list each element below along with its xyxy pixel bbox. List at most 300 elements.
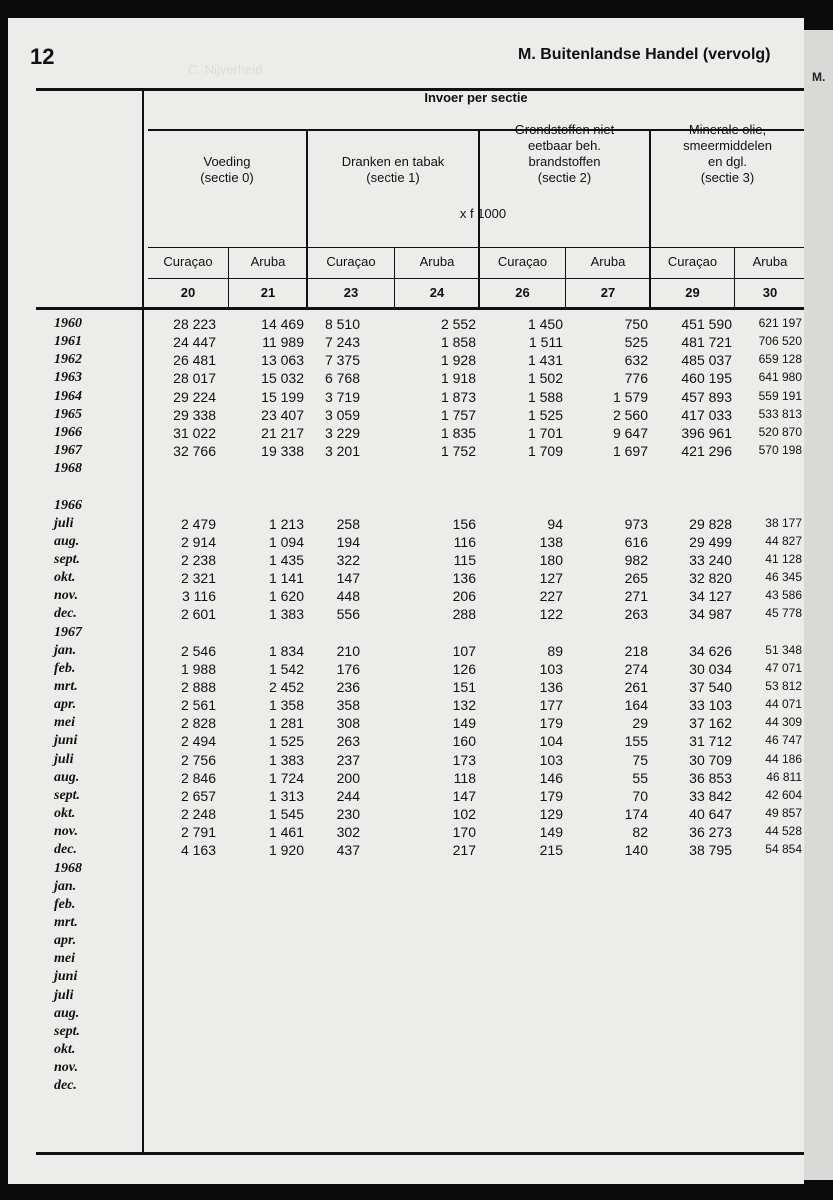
table-cell: 520 870 — [758, 424, 802, 439]
table-cell: 41 128 — [765, 551, 802, 566]
table-cell: 559 191 — [758, 388, 802, 403]
table-row — [8, 988, 804, 1006]
table-row — [8, 1006, 804, 1024]
row-label: aug. — [54, 1005, 80, 1021]
table-cell: 217 — [452, 842, 476, 859]
table-cell: 177 — [539, 697, 563, 714]
table-row — [8, 842, 804, 860]
table-cell: 1 620 — [268, 588, 304, 605]
table-row — [8, 389, 804, 407]
header-main: Invoer per sectie — [424, 90, 528, 105]
row-label: juni — [54, 733, 78, 749]
row-label: jan. — [54, 878, 77, 894]
table-cell: 2 248 — [180, 806, 216, 823]
table-cell: 44 186 — [765, 751, 802, 766]
row-label: sept. — [54, 787, 81, 803]
table-cell: 218 — [624, 642, 648, 659]
table-cell: 30 709 — [689, 751, 732, 768]
table-cell: 179 — [539, 715, 563, 732]
table-cell: 2 494 — [180, 733, 216, 750]
table-cell: 244 — [336, 787, 360, 804]
table-cell: 1 435 — [268, 551, 304, 568]
table-cell: 2 846 — [180, 769, 216, 786]
table-cell: 2 321 — [180, 570, 216, 587]
table-cell: 1 757 — [440, 406, 476, 423]
table-row — [8, 316, 804, 334]
table-cell: 149 — [452, 715, 476, 732]
table-cell: 396 961 — [681, 424, 732, 441]
table-cell: 136 — [539, 679, 563, 695]
table-cell: 776 — [624, 370, 648, 387]
table-cell: 13 063 — [261, 352, 304, 369]
table-cell: 140 — [624, 842, 648, 859]
table-cell: 210 — [336, 642, 360, 659]
table-row — [8, 861, 804, 879]
table-cell: 29 — [632, 715, 648, 732]
table-cell: 2 756 — [180, 751, 216, 768]
column-number-6: 29 — [685, 285, 700, 300]
table-cell: 38 177 — [765, 515, 802, 530]
table-cell: 46 811 — [766, 769, 802, 784]
column-number-4: 26 — [515, 285, 530, 300]
table-cell: 34 626 — [689, 642, 732, 659]
table-cell: 358 — [336, 697, 360, 714]
table-cell: 33 842 — [689, 787, 732, 804]
table-cell: 1 542 — [268, 660, 304, 677]
table-cell: 42 604 — [765, 787, 802, 802]
table-cell: 38 795 — [689, 842, 732, 859]
table-cell: 37 162 — [689, 715, 732, 732]
table-row — [8, 806, 804, 824]
table-cell: 1 988 — [180, 660, 216, 677]
table-cell: 451 590 — [681, 316, 732, 332]
table-row — [8, 770, 804, 788]
table-row — [8, 498, 804, 516]
table-cell: 7 243 — [324, 334, 360, 351]
table-cell: 155 — [624, 733, 648, 750]
table-cell: 206 — [452, 588, 476, 605]
table-cell: 2 479 — [180, 515, 216, 532]
subheader-2: Curaçao — [326, 254, 376, 269]
table-cell: 2 552 — [440, 316, 476, 332]
table-cell: 9 647 — [612, 424, 648, 441]
table-row — [8, 643, 804, 661]
table-cell: 24 447 — [173, 334, 216, 351]
table-cell: 1 588 — [527, 388, 563, 405]
subheader-4: Curaçao — [497, 254, 548, 269]
table-cell: 70 — [632, 787, 648, 804]
row-label: 1965 — [54, 406, 82, 422]
bleed-through: C. Nijverheid — [188, 62, 263, 77]
table-cell: 26 481 — [173, 352, 216, 369]
row-label: 1961 — [54, 334, 82, 350]
table-cell: 194 — [336, 533, 360, 550]
table-cell: 138 — [539, 533, 563, 550]
table-cell: 1 701 — [527, 424, 563, 441]
table-row — [8, 461, 804, 479]
table-cell: 641 980 — [758, 370, 802, 385]
table-cell: 104 — [539, 733, 563, 750]
sub-divider-2 — [394, 247, 395, 309]
table-cell: 147 — [336, 570, 360, 587]
section-header-0: Voeding (sectie 0) — [200, 154, 254, 185]
table-row — [8, 897, 804, 915]
table-cell: 616 — [624, 533, 648, 550]
table-cell: 126 — [452, 660, 476, 677]
table-cell: 4 163 — [180, 842, 216, 859]
table-cell: 44 309 — [765, 715, 802, 730]
table-cell: 1 461 — [268, 824, 304, 841]
table-cell: 2 791 — [180, 824, 216, 841]
table-row — [8, 679, 804, 697]
table-row — [8, 933, 804, 951]
row-label: 1968 — [54, 461, 82, 477]
table-cell: 1 213 — [268, 515, 304, 532]
table-cell: 1 431 — [527, 352, 563, 369]
row-label: feb. — [54, 660, 76, 676]
table-cell: 2 888 — [180, 679, 216, 695]
table-cell: 236 — [336, 679, 360, 695]
column-number-3: 24 — [429, 285, 445, 300]
row-label: juli — [54, 515, 74, 531]
bottom-rule — [36, 1152, 804, 1155]
table-cell: 659 128 — [758, 352, 802, 367]
table-cell: 1 450 — [527, 316, 563, 332]
table-cell: 28 223 — [173, 316, 216, 332]
row-label: 1962 — [54, 352, 82, 368]
subheader-0: Curaçao — [163, 254, 213, 269]
table-row — [8, 534, 804, 552]
column-number-0: 20 — [180, 285, 196, 300]
row-label: mrt. — [54, 914, 78, 930]
table-cell: 3 116 — [182, 588, 216, 605]
spine-label: M. — [812, 70, 826, 84]
table-cell: 322 — [336, 551, 360, 568]
table-row — [8, 479, 804, 497]
table-cell: 1 918 — [440, 370, 476, 387]
table-cell: 2 561 — [180, 697, 216, 714]
table-cell: 29 828 — [689, 515, 732, 532]
table-cell: 29 499 — [689, 533, 732, 550]
row-label: okt. — [54, 570, 76, 586]
table-row — [8, 1042, 804, 1060]
column-number-7: 30 — [762, 285, 778, 300]
subheader-3: Aruba — [419, 254, 455, 269]
table-cell: 1 873 — [440, 388, 476, 405]
row-label: 1960 — [54, 316, 82, 331]
table-cell: 227 — [539, 588, 563, 605]
row-label: 1964 — [54, 388, 82, 404]
table-cell: 15 032 — [261, 370, 304, 387]
table-cell: 147 — [452, 787, 476, 804]
table-cell: 261 — [624, 679, 648, 695]
table-row — [8, 570, 804, 588]
table-cell: 3 201 — [324, 443, 360, 460]
table-row — [8, 552, 804, 570]
table-cell: 2 914 — [180, 533, 216, 550]
row-label: 1968 — [54, 860, 82, 876]
table-cell: 3 059 — [324, 406, 360, 423]
table-cell: 132 — [452, 697, 476, 714]
table-cell: 115 — [453, 551, 476, 568]
next-page-edge — [804, 30, 833, 1180]
row-label: dec. — [54, 1078, 77, 1094]
table-row — [8, 733, 804, 751]
table-cell: 1 141 — [268, 570, 304, 587]
table-cell: 36 273 — [689, 824, 732, 841]
table-cell: 2 657 — [180, 787, 216, 804]
table-cell: 421 296 — [681, 443, 732, 460]
table-row — [8, 915, 804, 933]
table-cell: 1 920 — [268, 842, 304, 859]
table-cell: 1 858 — [440, 334, 476, 351]
table-cell: 556 — [336, 606, 360, 623]
table-cell: 1 525 — [527, 406, 563, 423]
header-rule-2 — [148, 247, 804, 248]
table-cell: 1 709 — [527, 443, 563, 460]
table-cell: 417 033 — [681, 406, 732, 423]
table-cell: 23 407 — [261, 406, 304, 423]
table-cell: 44 827 — [765, 533, 802, 548]
table-row — [8, 588, 804, 606]
table-cell: 7 375 — [324, 352, 360, 369]
table-cell: 46 747 — [765, 733, 802, 748]
row-label: nov. — [54, 588, 78, 604]
table-cell: 149 — [539, 824, 563, 841]
row-label: 1966 — [54, 424, 82, 440]
table-row — [8, 370, 804, 388]
table-cell: 1 834 — [268, 642, 304, 659]
subheader-6: Curaçao — [667, 254, 718, 269]
table-cell: 525 — [624, 334, 648, 351]
table-cell: 706 520 — [758, 334, 802, 349]
table-cell: 2 828 — [180, 715, 216, 732]
subheader-7: Aruba — [752, 254, 788, 269]
row-label: 1966 — [54, 497, 82, 513]
table-cell: 136 — [452, 570, 476, 587]
table-cell: 103 — [539, 751, 563, 768]
column-number-1: 21 — [260, 285, 276, 300]
table-cell: 45 778 — [765, 606, 802, 621]
table-cell: 258 — [336, 515, 360, 532]
table-row — [8, 879, 804, 897]
row-label: juni — [54, 969, 78, 985]
row-label: aug. — [54, 533, 80, 549]
row-label: sept. — [54, 1023, 81, 1039]
table-row — [8, 969, 804, 987]
table-cell: 2 452 — [268, 679, 304, 695]
header-bottom-rule — [36, 307, 804, 310]
page-number: 12 — [30, 44, 55, 69]
table-row — [8, 752, 804, 770]
table-cell: 46 345 — [765, 570, 802, 585]
section-header-1: Dranken en tabak (sectie 1) — [341, 154, 445, 185]
table-cell: 263 — [624, 606, 648, 623]
table-cell: 1 281 — [268, 715, 304, 732]
table-cell: 533 813 — [758, 406, 802, 421]
row-label: juli — [54, 751, 74, 767]
table-cell: 94 — [547, 515, 563, 532]
table-cell: 2 560 — [612, 406, 648, 423]
table-cell: 8 510 — [324, 316, 360, 332]
row-label: apr. — [54, 933, 77, 949]
row-label: aug. — [54, 769, 80, 785]
table-cell: 31 022 — [173, 424, 216, 441]
row-label: mei — [54, 951, 75, 967]
table-cell: 53 812 — [765, 679, 802, 693]
table-cell: 481 721 — [681, 334, 732, 351]
sub-divider-4 — [734, 247, 735, 309]
table-cell: 127 — [539, 570, 563, 587]
table-cell: 180 — [539, 551, 563, 568]
table-cell: 1 383 — [268, 606, 304, 623]
subheader-1: Aruba — [250, 254, 286, 269]
table-cell: 1 724 — [268, 769, 304, 786]
table-cell: 2 238 — [180, 551, 216, 568]
table-cell: 15 199 — [261, 388, 304, 405]
row-label: okt. — [54, 806, 76, 822]
table-cell: 485 037 — [681, 352, 732, 369]
table-cell: 55 — [632, 769, 648, 786]
table-cell: 1 313 — [268, 787, 304, 804]
table-row — [8, 1078, 804, 1096]
table-cell: 156 — [452, 515, 476, 532]
table-cell: 200 — [336, 769, 360, 786]
table-row — [8, 1060, 804, 1078]
table-cell: 1 358 — [268, 697, 304, 714]
table-cell: 1 835 — [440, 424, 476, 441]
table-cell: 176 — [336, 660, 360, 677]
table-cell: 33 240 — [689, 551, 732, 568]
row-label: jan. — [54, 642, 77, 658]
table-cell: 89 — [547, 642, 563, 659]
table-cell: 1 525 — [268, 733, 304, 750]
row-label: feb. — [54, 896, 76, 912]
table-cell: 3 719 — [324, 388, 360, 405]
table-cell: 32 766 — [173, 443, 216, 460]
table-cell: 308 — [336, 715, 360, 732]
row-label: 1963 — [54, 370, 82, 386]
table-cell: 103 — [539, 660, 563, 677]
section-header-3: Minerale olie, smeermiddelen en dgl. (sectie 3) — [683, 122, 772, 185]
table-cell: 75 — [632, 751, 648, 768]
table-cell: 621 197 — [758, 316, 802, 330]
table-cell: 1 697 — [612, 443, 648, 460]
table-cell: 118 — [453, 769, 476, 786]
row-label: 1967 — [54, 624, 82, 640]
table-row — [8, 352, 804, 370]
table-cell: 215 — [539, 842, 563, 859]
table-cell: 1 094 — [268, 533, 304, 550]
table-cell: 36 853 — [689, 769, 732, 786]
table-cell: 265 — [624, 570, 648, 587]
table-cell: 263 — [336, 733, 360, 750]
table-cell: 982 — [624, 551, 648, 568]
table-row — [8, 697, 804, 715]
table-row — [8, 715, 804, 733]
table-cell: 1 511 — [529, 334, 563, 351]
table-cell: 19 338 — [261, 443, 304, 460]
row-label: sept. — [54, 551, 81, 567]
row-label: mei — [54, 715, 75, 731]
unit-label: x f 1000 — [459, 206, 507, 221]
table-row — [8, 1024, 804, 1042]
table-cell: 102 — [452, 806, 476, 823]
table-cell: 11 989 — [262, 334, 304, 351]
table-cell: 3 229 — [324, 424, 360, 441]
table-cell: 151 — [452, 679, 476, 695]
table-cell: 32 820 — [689, 570, 732, 587]
table-cell: 632 — [624, 352, 648, 369]
table-cell: 107 — [452, 642, 476, 659]
table-cell: 30 034 — [689, 660, 732, 677]
table-cell: 179 — [539, 787, 563, 804]
table-cell: 437 — [336, 842, 360, 859]
table-cell: 43 586 — [765, 588, 802, 603]
row-label: 1967 — [54, 443, 82, 459]
table-cell: 21 217 — [261, 424, 304, 441]
table-cell: 160 — [452, 733, 476, 750]
table-cell: 448 — [336, 588, 360, 605]
table-cell: 570 198 — [758, 443, 802, 458]
row-label: okt. — [54, 1042, 76, 1057]
table-cell: 1 502 — [527, 370, 563, 387]
table-cell: 302 — [336, 824, 360, 841]
table-cell: 40 647 — [689, 806, 732, 823]
table-row — [8, 661, 804, 679]
document-page — [8, 18, 804, 1184]
table-row — [8, 407, 804, 425]
subheader-5: Aruba — [590, 254, 626, 269]
table-cell: 1 928 — [440, 352, 476, 369]
table-cell: 271 — [624, 588, 648, 605]
table-row — [8, 334, 804, 352]
table-cell: 129 — [539, 806, 563, 823]
row-label: dec. — [54, 842, 77, 858]
table-cell: 460 195 — [681, 370, 732, 387]
table-cell: 274 — [624, 660, 648, 677]
table-row — [8, 625, 804, 643]
table-cell: 14 469 — [261, 316, 304, 332]
table-cell: 122 — [539, 606, 563, 623]
table-cell: 1 579 — [612, 388, 648, 405]
table-cell: 164 — [624, 697, 648, 714]
table-cell: 2 601 — [180, 606, 216, 623]
table-row — [8, 788, 804, 806]
table-cell: 973 — [624, 515, 648, 532]
table-row — [8, 443, 804, 461]
column-number-2: 23 — [343, 285, 359, 300]
header-rule-3 — [148, 278, 804, 279]
table-row — [8, 606, 804, 624]
sub-divider-1 — [228, 247, 229, 309]
table-cell: 174 — [624, 806, 648, 823]
table-cell: 146 — [539, 769, 563, 786]
table-cell: 33 103 — [689, 697, 732, 714]
row-label: dec. — [54, 606, 77, 622]
table-cell: 51 348 — [765, 642, 802, 657]
table-cell: 29 224 — [173, 388, 216, 405]
table-cell: 1 545 — [268, 806, 304, 823]
table-cell: 29 338 — [173, 406, 216, 423]
table-cell: 237 — [336, 751, 360, 768]
table-cell: 82 — [632, 824, 648, 841]
table-cell: 54 854 — [765, 842, 802, 857]
table-cell: 44 071 — [765, 697, 802, 712]
page-title: M. Buitenlandse Handel (vervolg) — [518, 46, 771, 63]
table-cell: 173 — [452, 751, 476, 768]
table-cell: 116 — [453, 533, 476, 550]
